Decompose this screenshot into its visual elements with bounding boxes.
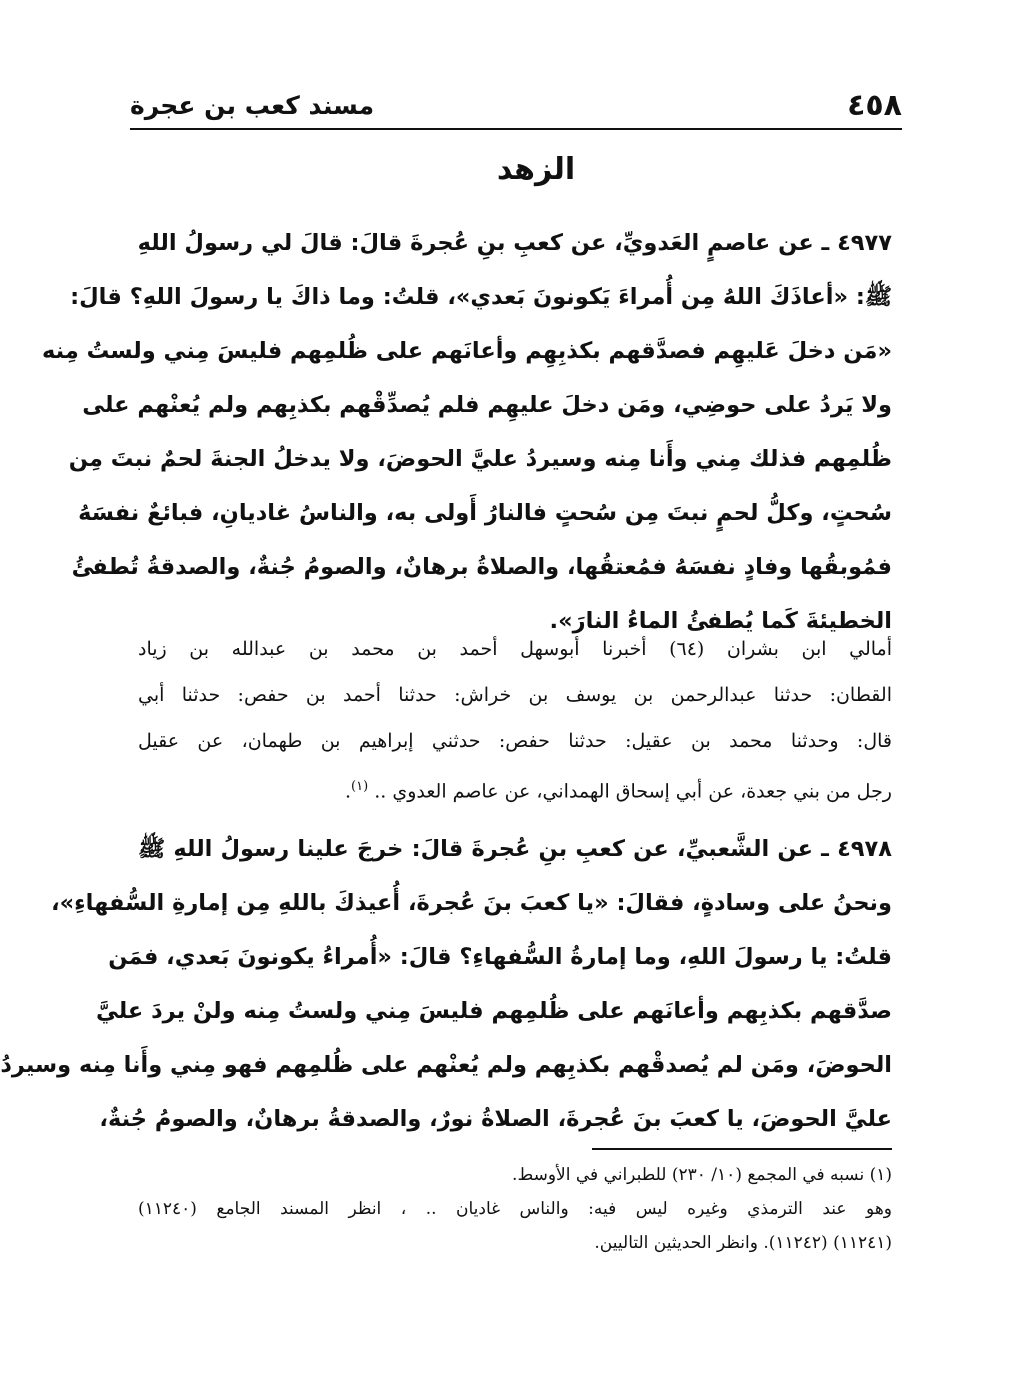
source-line-4: رجل من بني جعدة، عن أبي إسحاق الهمداني، عن عاصم العدوي .. $^{(١)}$.	[344, 779, 892, 803]
hadith-4978-line-4: صدَّقهم بكذبِهم وأعانَهم على ظُلمِهم فليسَ مِني ولستُ مِنه ولنْ يردَ عليَّ	[95, 998, 892, 1024]
footnote-divider	[592, 1148, 892, 1150]
hadith-4977-line-8: الخطيئةَ كَما يُطفئُ الماءُ النارَ».	[549, 608, 892, 634]
footnote-1-line-1: (١) نسبه في المجمع (١٠/ ٢٣٠) للطبراني في الأوسط.	[512, 1165, 892, 1185]
footnote-marker[interactable]: (١)	[351, 779, 369, 794]
source-citation-4977	[138, 626, 892, 814]
section-title: الزهد	[496, 152, 576, 187]
running-header	[130, 82, 902, 130]
hadith-4977-line-6: سُحتٍ، وكلُّ لحمٍ نبتَ مِن سُحتٍ فالنارُ أَولى به، والناسُ غاديانِ، فبائعٌ نفسَهُ	[78, 500, 892, 526]
hadith-4977-line-7: فمُوبقُها وفادٍ نفسَهُ فمُعتقُها، والصلاةُ برهانٌ، والصومُ جُنةٌ، والصدقةُ تُطفئُ	[71, 554, 892, 580]
source-line-4-text: رجل من بني جعدة، عن أبي إسحاق الهمداني، عن عاصم العدوي ..	[374, 780, 892, 803]
hadith-4977	[41, 216, 892, 648]
book-title: مسند كعب بن عجرة	[130, 91, 375, 120]
footnote-1-line-2: وهو عند الترمذي وغيره ليس فيه: والناس غاديان .. ، انظر المسند الجامع (١١٢٤٠)	[138, 1199, 892, 1219]
hadith-4977-line-1: ٤٩٧٧ ـ عن عاصمٍ العَدويِّ، عن كعبِ بنِ عُجرةَ قالَ: قالَ لي رسولُ اللهِ	[137, 230, 892, 256]
source-line-2: القطان: حدثنا عبدالرحمن بن يوسف بن خراش: حدثنا أحمد بن حفص: حدثنا أبي	[138, 684, 892, 706]
hadith-4977-line-3: «مَن دخلَ عَليهِم فصدَّقهم بكذبِهِم وأعانَهم على ظُلمِهم فليسَ مِني ولستُ مِنه	[41, 338, 892, 364]
hadith-4977-line-4: ولا يَردُ على حوضِي، ومَن دخلَ عليهِم فلم يُصدِّقْهم بكذبِهم ولم يُعنْهم على	[82, 392, 892, 418]
hadith-4978-line-6: عليَّ الحوضَ، يا كعبَ بنَ عُجرةَ، الصلاةُ نورٌ، والصدقةُ برهانٌ، والصومُ جُنةٌ،	[99, 1106, 892, 1132]
hadith-4977-line-2: ﷺ: «أعاذَكَ اللهُ مِن أُمراءَ يَكونونَ بَعدي»، قلتُ: وما ذاكَ يا رسولَ اللهِ؟ قالَ:	[70, 284, 892, 310]
hadith-4978-line-3: قلتُ: يا رسولَ اللهِ، وما إمارةُ السُّفهاءِ؟ قالَ: «أُمراءُ يكونونَ بَعدي، فمَن	[108, 944, 892, 970]
source-line-1: أمالي ابن بشران (٦٤) أخبرنا أبوسهل أحمد بن محمد بن عبدالله بن زياد	[138, 638, 892, 660]
hadith-4978-line-2: ونحنُ على وسادةٍ، فقالَ: «يا كعبَ بنَ عُجرةَ، أُعيذكَ باللهِ مِن إمارةِ السُّفهاءِ»،	[51, 890, 892, 916]
hadith-4978-line-1: ٤٩٧٨ ـ عن الشَّعبيِّ، عن كعبِ بنِ عُجرةَ قالَ: خرجَ علينا رسولُ اللهِ ﷺ	[138, 836, 892, 862]
source-line-3: قال: وحدثنا محمد بن عقيل: حدثنا حفص: حدثني إبراهيم بن طهمان، عن عقيل	[138, 730, 892, 752]
footnotes	[138, 1158, 892, 1260]
hadith-4978	[0, 822, 892, 1146]
hadith-4978-line-5: الحوضَ، ومَن لم يُصدقْهم بكذبِهم ولم يُعنْهم على ظُلمِهم فهو مِني وأَنا مِنه وسيردُ	[0, 1052, 892, 1078]
hadith-4977-line-5: ظُلمِهم فذلك مِني وأَنا مِنه وسيردُ عليَّ الحوضَ، ولا يدخلُ الجنةَ لحمٌ نبتَ مِن	[68, 446, 892, 472]
footnote-1-line-3: (١١٢٤١) (١١٢٤٢). وانظر الحديثين التاليين.	[594, 1233, 892, 1253]
page-number: ٤٥٨	[847, 88, 902, 123]
